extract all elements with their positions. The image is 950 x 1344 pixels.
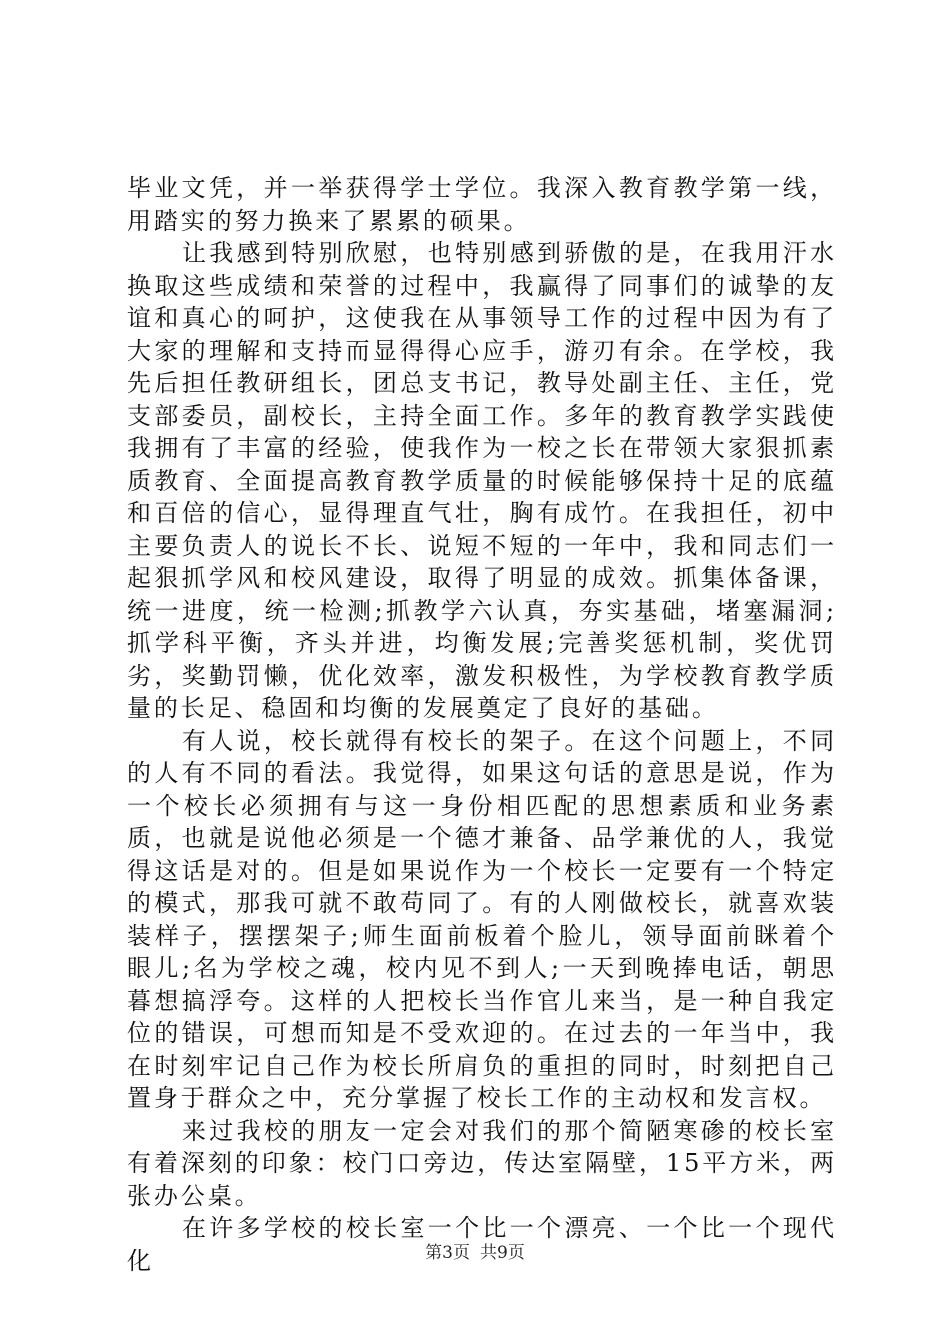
paragraph-4: 来过我校的朋友一定会对我们的那个简陋寒碜的校长室有着深刻的印象：校门口旁边，传达室隔壁，15平方米，两张办公桌。 — [127, 1116, 837, 1210]
page-number: 第3页 — [425, 1243, 470, 1263]
page-footer — [0, 1238, 950, 1263]
paragraph-5: 在许多学校的校长室一个比一个漂亮、一个比一个现代化 — [127, 1214, 837, 1275]
body-text — [127, 172, 837, 1277]
paragraph-2: 让我感到特别欣慰，也特别感到骄傲的是，在我用汗水换取这些成绩和荣誉的过程中，我赢得了同事们的诚挚的友谊和真心的呵护，这使我在从事领导工作的过程中因为有了大家的理解和支持而显得得心应手，游刃有余。在学校，我先后担任教研组长，团总支书记，教导处副主任、主任，党支部委员，副校长，主持全面工作。多年的教育教学实践使我拥有了丰富的经验，使我作为一校之长在带领大家狠抓素质教育、全面提高教育教学质量的时候能够保持十足的底蕴和百倍的信心，显得理直气壮，胸有成竹。在我担任，初中主要负责人的说长不长、说短不短的一年中，我和同志们一起狠抓学风和校风建设，取得了明显的成效。抓集体备课，统一进度，统一检测;抓教学六认真，夯实基础，堵塞漏洞;抓学科平衡，齐头并进，均衡发展;完善奖惩机制，奖优罚劣，奖勤罚懒，优化效率，激发积极性，为学校教育教学质量的长足、稳固和均衡的发展奠定了良好的基础。 — [127, 239, 837, 722]
paragraph-3: 有人说，校长就得有校长的架子。在这个问题上，不同的人有不同的看法。我觉得，如果这句话的意思是说，作为一个校长必须拥有与这一身份相匹配的思想素质和业务素质，也就是说他必须是一个德才兼备、品学兼优的人，我觉得这话是对的。但是如果说作为一个校长一定要有一个特定的模式，那我可就不敢苟同了。有的人刚做校长，就喜欢装装样子，摆摆架子;师生面前板着个脸儿，领导面前眯着个眼儿;名为学校之魂，校内见不到人;一天到晚捧电话，朝思暮想搞浮夸。这样的人把校长当作官儿来当，是一种自我定位的错误，可想而知是不受欢迎的。在过去的一年当中，我在时刻牢记自己作为校长所肩负的重担的同时，时刻把自己置身于群众之中，充分掌握了校长工作的主动权和发言权。 — [127, 726, 837, 1112]
paragraph-1: 毕业文凭，并一举获得学士学位。我深入教育教学第一线，用踏实的努力换来了累累的硕果。 — [127, 174, 837, 235]
page-total: 共9页 — [480, 1243, 525, 1263]
